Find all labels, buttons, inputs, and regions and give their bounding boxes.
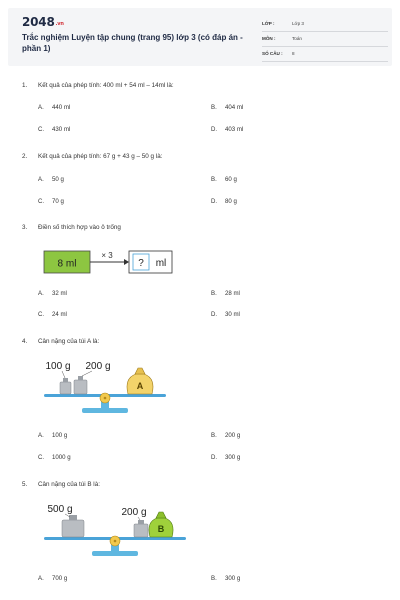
option-text: 70 g — [52, 198, 64, 205]
logo-suffix: .vn — [55, 21, 64, 27]
q1-option-b[interactable] — [211, 104, 243, 111]
scale-illustration-a — [40, 356, 170, 418]
meta-info — [262, 18, 388, 63]
question-text: Điền số thích hợp vào ô trống — [38, 224, 121, 231]
meta-class — [262, 18, 388, 32]
option-letter: A. — [38, 575, 44, 582]
option-letter: C. — [38, 311, 45, 318]
option-letter: D. — [211, 126, 218, 133]
weight-100g — [60, 382, 71, 394]
weight2-label: 200 g — [121, 507, 147, 518]
meta-subject-label: MÔN : — [262, 36, 276, 41]
question-number: 4. — [22, 338, 28, 345]
q3-option-a[interactable] — [38, 290, 67, 297]
option-letter: B. — [211, 104, 217, 111]
option-letter: A. — [38, 290, 44, 297]
option-text: 700 g — [52, 575, 68, 582]
document-title: Trắc nghiệm Luyện tập chung (trang 95) lớp 3 (có đáp án - phần 1) — [22, 33, 243, 53]
q3-option-c[interactable] — [38, 311, 67, 318]
q3-option-b[interactable] — [211, 290, 240, 297]
bag-b-label: B — [157, 524, 165, 534]
q2-option-b[interactable] — [211, 176, 237, 183]
option-letter: B. — [211, 176, 217, 183]
weight-500g-knob — [69, 515, 77, 520]
option-letter: C. — [38, 198, 45, 205]
blank-mark: ? — [138, 258, 144, 269]
option-letter: D. — [211, 198, 218, 205]
option-letter: B. — [211, 432, 217, 439]
logo-text: 2048 — [22, 15, 55, 29]
option-letter: B. — [211, 575, 217, 582]
question-number: 2. — [22, 153, 28, 160]
meta-count-label: SỐ CÂU : — [262, 51, 283, 56]
option-text: 50 g — [52, 176, 64, 183]
option-letter: A. — [38, 176, 44, 183]
question-text: Kết quả của phép tính: 400 ml + 54 ml – 14ml là: — [38, 82, 174, 89]
meta-subject — [262, 33, 388, 47]
option-text: 403 ml — [225, 126, 244, 133]
question-5 — [22, 481, 100, 488]
weight-200g — [134, 524, 148, 537]
weight-100g-knob — [63, 378, 68, 382]
option-text: 32 ml — [52, 290, 67, 297]
q4-option-d[interactable] — [211, 454, 240, 461]
question-4 — [22, 338, 99, 345]
question-1 — [22, 82, 174, 89]
meta-subject-value: Toán — [292, 36, 302, 41]
option-text: 100 g — [52, 432, 68, 439]
arrow-head — [124, 259, 129, 265]
scale-dial-center — [114, 540, 117, 543]
weight1-label: 100 g — [45, 361, 71, 372]
option-letter: C. — [38, 454, 45, 461]
option-text: 28 ml — [225, 290, 240, 297]
question-text: Cân nặng của túi B là: — [38, 481, 100, 488]
weight2-label: 200 g — [85, 361, 111, 372]
operation-text: × 3 — [101, 251, 113, 260]
question-number: 5. — [22, 481, 28, 488]
question-3 — [22, 224, 121, 231]
option-text: 60 g — [225, 176, 237, 183]
option-text: 300 g — [225, 454, 241, 461]
start-value-text: 8 ml — [57, 258, 77, 270]
question-text: Cân nặng của túi A là: — [38, 338, 100, 345]
bag-b-neck — [156, 512, 166, 518]
option-text: 30 ml — [225, 311, 240, 318]
result-unit: ml — [155, 258, 167, 269]
option-letter: A. — [38, 104, 44, 111]
option-text: 24 ml — [52, 311, 67, 318]
option-letter: D. — [211, 311, 218, 318]
option-letter: D. — [211, 454, 218, 461]
worksheet-header — [8, 8, 392, 66]
weight1-label: 500 g — [47, 504, 73, 515]
q2-option-d[interactable] — [211, 198, 237, 205]
meta-count — [262, 48, 388, 62]
q2-option-a[interactable] — [38, 176, 64, 183]
option-text: 430 ml — [52, 126, 71, 133]
option-letter: C. — [38, 126, 45, 133]
q1-option-a[interactable] — [38, 104, 70, 111]
site-logo[interactable] — [22, 15, 64, 29]
meta-class-value: Lớp 3 — [292, 21, 304, 26]
meta-count-value: 8 — [292, 51, 295, 56]
q2-option-c[interactable] — [38, 198, 64, 205]
scale-illustration-b — [40, 500, 190, 562]
option-text: 80 g — [225, 198, 237, 205]
scale-dial-center — [104, 397, 107, 400]
q3-option-d[interactable] — [211, 311, 240, 318]
option-letter: B. — [211, 290, 217, 297]
weight-200g — [74, 380, 87, 394]
option-text: 1000 g — [52, 454, 71, 461]
multiplication-diagram — [40, 246, 180, 276]
weight-200g-knob — [138, 520, 144, 524]
weight1-leader — [62, 371, 65, 378]
weight-200g-knob — [78, 376, 83, 380]
bag-a-neck — [135, 368, 145, 374]
q1-option-d[interactable] — [211, 126, 243, 133]
meta-class-label: LỚP : — [262, 21, 275, 26]
q5-option-a[interactable] — [38, 575, 67, 582]
q1-option-c[interactable] — [38, 126, 70, 133]
q4-option-b[interactable] — [211, 432, 240, 439]
q5-option-b[interactable] — [211, 575, 240, 582]
q4-option-a[interactable] — [38, 432, 67, 439]
weight-500g — [62, 520, 84, 537]
option-text: 440 ml — [52, 104, 71, 111]
option-letter: A. — [38, 432, 44, 439]
bag-a-label: A — [136, 381, 144, 391]
question-text: Kết quả của phép tính: 67 g + 43 g – 50 g là: — [38, 153, 163, 160]
option-text: 200 g — [225, 432, 241, 439]
question-number: 1. — [22, 82, 28, 89]
question-2 — [22, 153, 162, 160]
q4-option-c[interactable] — [38, 454, 71, 461]
option-text: 300 g — [225, 575, 241, 582]
option-text: 404 ml — [225, 104, 244, 111]
question-number: 3. — [22, 224, 28, 231]
